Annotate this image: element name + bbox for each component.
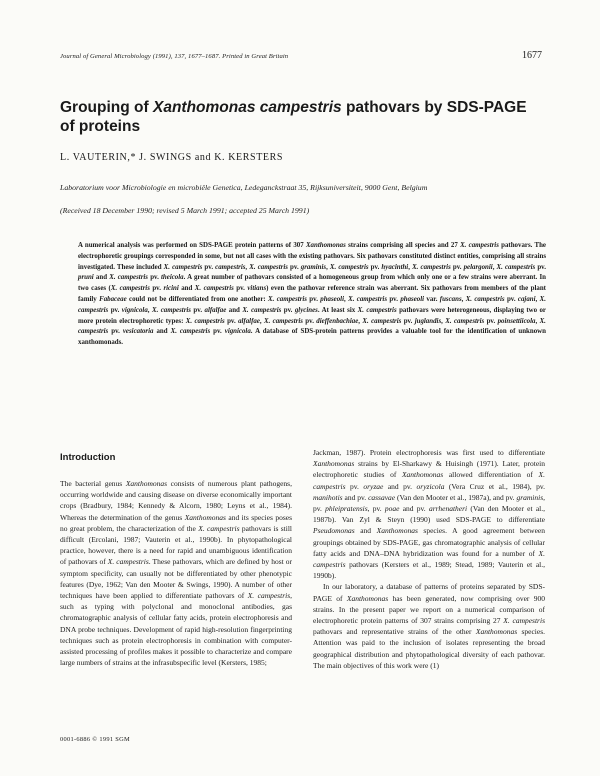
- body-text: species. A good agreement between groupings obtained by SDS-PAGE, gas chromatographic analysis of cellular fatty acids and DNA–DNA hybridization was found for a number of: [313, 526, 545, 558]
- abstract-text: X. campestris: [268, 295, 307, 303]
- body-text: Jackman, 1987). Protein electrophoresis was first used to differentiate: [313, 448, 545, 457]
- abstract-text: pv.: [450, 263, 464, 271]
- body-text: X. campestris: [503, 616, 545, 626]
- abstract-text: vignicola: [121, 306, 148, 314]
- abstract-text: alfalfae: [238, 317, 260, 325]
- body-text: Xanthomonas: [346, 593, 389, 603]
- abstract-text: ,: [441, 317, 446, 325]
- abstract-text: alfalfae: [204, 306, 227, 314]
- abstract-text: pv.: [287, 263, 301, 271]
- abstract-text: ,: [492, 263, 497, 271]
- section-heading: Introduction: [60, 452, 116, 463]
- abstract-text: pv.: [387, 295, 401, 303]
- abstract-text: X. campestris: [329, 263, 369, 271]
- body-text: pathovars is still difficult (Ercolani, 1987; Vauterin et al., 1990b). In phytopathological practice, however, there is a need for rapid and unambiguous identification of pathovars of: [60, 523, 292, 567]
- footer-copyright: 0001-6886 © 1991 SGM: [60, 736, 130, 743]
- abstract-text: pv.: [190, 306, 205, 314]
- abstract-text: X. campestris: [151, 306, 191, 314]
- body-text: Xanthomonas: [184, 512, 226, 522]
- affiliation: Laboratorium voor Microbiologie en microbiële Genetica, Ledeganckstraat 35, Rijksuniversiteit, 9000 Gent, Belgium: [60, 183, 428, 192]
- abstract-text: . At least six: [317, 306, 358, 314]
- right-column: [313, 447, 545, 671]
- body-text: and: [354, 526, 377, 536]
- abstract-text: X. campestris: [357, 306, 397, 314]
- abstract-text: ,: [147, 306, 152, 314]
- body-text: (Van den Mooter et al., 1987b). Van Zyl & Steyn (1990) used SDS-PAGE to differentiate: [313, 504, 545, 525]
- abstract-text: pathovars. The electrophoretic groupings corresponded in some, but not all cases with the existing pathovars. Six pathovars constituted distinct entities, comprising all strains investigated. These included: [78, 242, 546, 271]
- body-text: pathovars and representative strains of the other: [313, 627, 476, 637]
- body-text: Xanthomonas: [376, 526, 418, 536]
- abstract-text: vitians: [247, 285, 267, 293]
- abstract-text: vesicatoria: [122, 328, 154, 336]
- abstract-text: and: [93, 274, 110, 282]
- body-text: graminis: [516, 492, 544, 502]
- body-text: and pv.: [342, 492, 369, 502]
- body-text: pv.: [345, 481, 364, 491]
- body-text: cassavae: [368, 492, 396, 502]
- abstract-text: ,: [535, 295, 540, 303]
- abstract-text: pv.: [149, 285, 164, 293]
- body-text: Xanthomonas: [313, 459, 355, 469]
- abstract-text: X. campestris: [170, 328, 211, 336]
- body-text: has been generated, now comprising over 900 strains. In the present paper we report on a numerical comparison of electrophoretic protein patterns of 307 strains comprising 27: [313, 593, 545, 626]
- body-text: X. campestris: [313, 548, 545, 570]
- abstract-text: pv.: [504, 295, 518, 303]
- body-text: . These pathovars, which are defined by host or symptom specificity, can usually not be differentiated by other phenotypic features (Dye, 1962; Van den Mooter & Swings, 1990). A number of other techniques have been applied to differentiate pathovars of: [60, 557, 292, 601]
- title-line2: of proteins: [60, 118, 141, 135]
- left-column: [60, 478, 292, 668]
- abstract-text: X. campestris: [163, 263, 203, 271]
- abstract-text: . A database of SDS-protein patterns provides a valuable tool for the identification of unknown xanthomonads.: [78, 328, 546, 347]
- abstract-text: X. campestris: [249, 263, 288, 271]
- abstract-text: X. campestris: [348, 295, 387, 303]
- abstract-text: pv.: [202, 263, 216, 271]
- abstract-text: ,: [358, 317, 363, 325]
- body-text: consists of numerous plant pathogens, occurring worldwide and causing disease on diverse economically important crops (Bradbury, 1984; Kennedy & Alcorn, 1980; Leyns et al., 1984). Whereas the determination of the genus: [60, 479, 292, 522]
- page-number: 1677: [522, 50, 542, 61]
- abstract-text: X. campestris: [263, 317, 303, 325]
- body-text: X. campestris: [198, 523, 240, 533]
- abstract-text: X. campestris: [109, 274, 148, 282]
- body-text: (Van den Mooter et al., 1987a), and pv.: [395, 492, 517, 502]
- abstract-text: pv.: [224, 317, 239, 325]
- body-text: manihotis: [313, 492, 343, 502]
- abstract-text: strains comprising all species and 27: [345, 242, 461, 249]
- body-paragraph: [313, 447, 545, 581]
- abstract-text: phaseoli: [320, 295, 345, 303]
- body-text: pathovars (Kersters et al., 1989; Stead, 1989; Vauterin et al., 1990b).: [313, 560, 545, 581]
- body-text: , such as typing with polyclonal and monoclonal antibodies, gas chromatographic analysis of cellular fatty acids, protein electrophoresis and DNA probe techniques. Development of rapid high-resolution fingerprinting techniques such as protein electrophoresis in combination with computer-assisted processing of profiles makes it possible to characterize and compare large numbers of strains at the infrasubspecific level (Kersters, 1985;: [60, 591, 292, 668]
- abstract-text: pathovars were heterogeneous, displaying two or more protein electrophoretic types:: [78, 306, 546, 325]
- abstract-text: pv.: [535, 263, 546, 271]
- body-text: X. campestris: [313, 470, 545, 491]
- abstract-text: ) even the pathovar reference strain was aberrant. Six pathovars from members of the plant family: [78, 285, 546, 303]
- body-text: , pv.: [313, 492, 546, 514]
- abstract-text: X. campestris: [194, 285, 234, 293]
- abstract-text: ,: [326, 263, 330, 271]
- body-text: poae: [384, 504, 400, 514]
- body-text: arrhenatheri: [428, 504, 468, 514]
- abstract-text: ,: [245, 263, 250, 271]
- article-title: [60, 98, 530, 136]
- abstract-text: pruni: [78, 274, 94, 282]
- abstract-text: ,: [344, 295, 349, 303]
- abstract-text: X. campestris: [445, 317, 485, 325]
- body-text: Xanthomonas: [401, 470, 444, 480]
- abstract-text: and: [178, 285, 195, 293]
- abstract: [78, 241, 546, 349]
- abstract-text: var.: [424, 295, 440, 303]
- abstract-text: graminis: [300, 263, 327, 271]
- body-text: and pv.: [399, 504, 429, 514]
- abstract-text: X. campestris: [412, 263, 451, 271]
- abstract-text: ricini: [163, 285, 179, 293]
- abstract-text: . A great number of pathovars consisted of a homogeneous group from which only one or a few strains were aberrant. In two cases (: [78, 274, 546, 293]
- abstract-text: pv.: [108, 306, 122, 314]
- body-text: X. campestris: [247, 591, 291, 601]
- abstract-text: vignicola: [224, 328, 251, 336]
- body-text: In our laboratory, a database of patterns of proteins separated by SDS-PAGE of: [313, 582, 545, 603]
- body-text: phleipratensis: [325, 504, 368, 514]
- abstract-text: poinsettiicola: [497, 317, 536, 325]
- body-text: The bacterial genus: [60, 479, 126, 488]
- abstract-text: fuscans: [439, 295, 462, 303]
- abstract-text: juglandis: [414, 317, 442, 325]
- abstract-text: A numerical analysis was performed on SDS-PAGE protein patterns of 307: [78, 242, 306, 249]
- abstract-text: could not be differentiated from one another:: [126, 295, 269, 303]
- abstract-text: X. campestris: [496, 263, 536, 271]
- body-text: and its species poses no great problem, the characterization of the: [60, 512, 292, 533]
- abstract-text: X. campestris: [362, 317, 402, 325]
- body-text: , pv.: [367, 504, 385, 514]
- abstract-text: phaseoli: [400, 295, 425, 303]
- received-dates: (Received 18 December 1990; revised 5 March 1991; accepted 25 March 1991): [60, 206, 310, 215]
- body-text: (Vera Cruz et al., 1984), pv.: [444, 481, 546, 491]
- abstract-text: X. campestris: [242, 306, 282, 314]
- body-text: oryzae: [363, 481, 384, 491]
- body-paragraph: [60, 478, 292, 668]
- abstract-text: Fabaceae: [99, 295, 127, 303]
- body-text: Xanthomonas: [125, 479, 168, 488]
- body-text: Pseudomonas: [313, 526, 355, 536]
- abstract-text: pv.: [368, 263, 382, 271]
- abstract-text: theicola: [161, 274, 184, 282]
- abstract-text: ,: [259, 317, 264, 325]
- abstract-text: X. campestris: [185, 317, 225, 325]
- abstract-text: X. campestris: [460, 242, 499, 249]
- abstract-text: ,: [535, 317, 540, 325]
- abstract-text: campestris: [215, 263, 246, 271]
- body-text: Xanthomonas: [475, 627, 518, 637]
- abstract-text: pv.: [233, 285, 248, 293]
- body-text: and pv.: [383, 481, 417, 491]
- title-italic: Xanthomonas campestris: [152, 99, 342, 116]
- running-head: Journal of General Microbiology (1991), 137, 1677–1687. Printed in Great Britain: [60, 53, 289, 60]
- abstract-text: and: [226, 306, 243, 314]
- body-text: oryzicola: [416, 481, 445, 491]
- abstract-text: ,: [408, 263, 413, 271]
- abstract-text: pv.: [302, 317, 317, 325]
- title-suffix: pathovars by SDS-PAGE: [341, 99, 527, 116]
- body-text: strains by El-Sharkawy & Huisingh (1971). Later, protein electrophoretic studies of: [313, 459, 545, 480]
- abstract-text: pv.: [484, 317, 498, 325]
- body-text: allowed differentiation of: [443, 470, 539, 480]
- body-text: X. campestris: [107, 557, 149, 567]
- abstract-text: X. campestris: [110, 285, 150, 293]
- body-text: species. Attention was paid to the inclusion of isolates representing the broad geographical distribution and phytopathological diversity of each pathovar. The main objectives of this work were (1): [313, 627, 545, 670]
- abstract-text: cajani: [517, 295, 536, 303]
- abstract-text: pv.: [148, 274, 162, 282]
- abstract-text: pv.: [281, 306, 295, 314]
- abstract-text: X. campestris: [78, 317, 546, 336]
- abstract-text: pv.: [108, 328, 123, 336]
- abstract-text: ,: [461, 295, 466, 303]
- abstract-text: pelargonii: [463, 263, 493, 271]
- abstract-text: X. campestris: [78, 295, 546, 314]
- abstract-text: Xanthomonas: [305, 242, 346, 249]
- abstract-text: X. campestris: [465, 295, 505, 303]
- abstract-text: dieffenbachiae: [316, 317, 359, 325]
- title-prefix: Grouping of: [60, 99, 153, 116]
- abstract-text: pv.: [306, 295, 321, 303]
- abstract-text: hyacinthi: [381, 263, 409, 271]
- abstract-text: and: [153, 328, 171, 336]
- authors: L. VAUTERIN,* J. SWINGS and K. KERSTERS: [60, 152, 284, 163]
- body-paragraph: [313, 581, 545, 671]
- abstract-text: pv.: [210, 328, 225, 336]
- abstract-text: pv.: [401, 317, 415, 325]
- abstract-text: glycines: [294, 306, 318, 314]
